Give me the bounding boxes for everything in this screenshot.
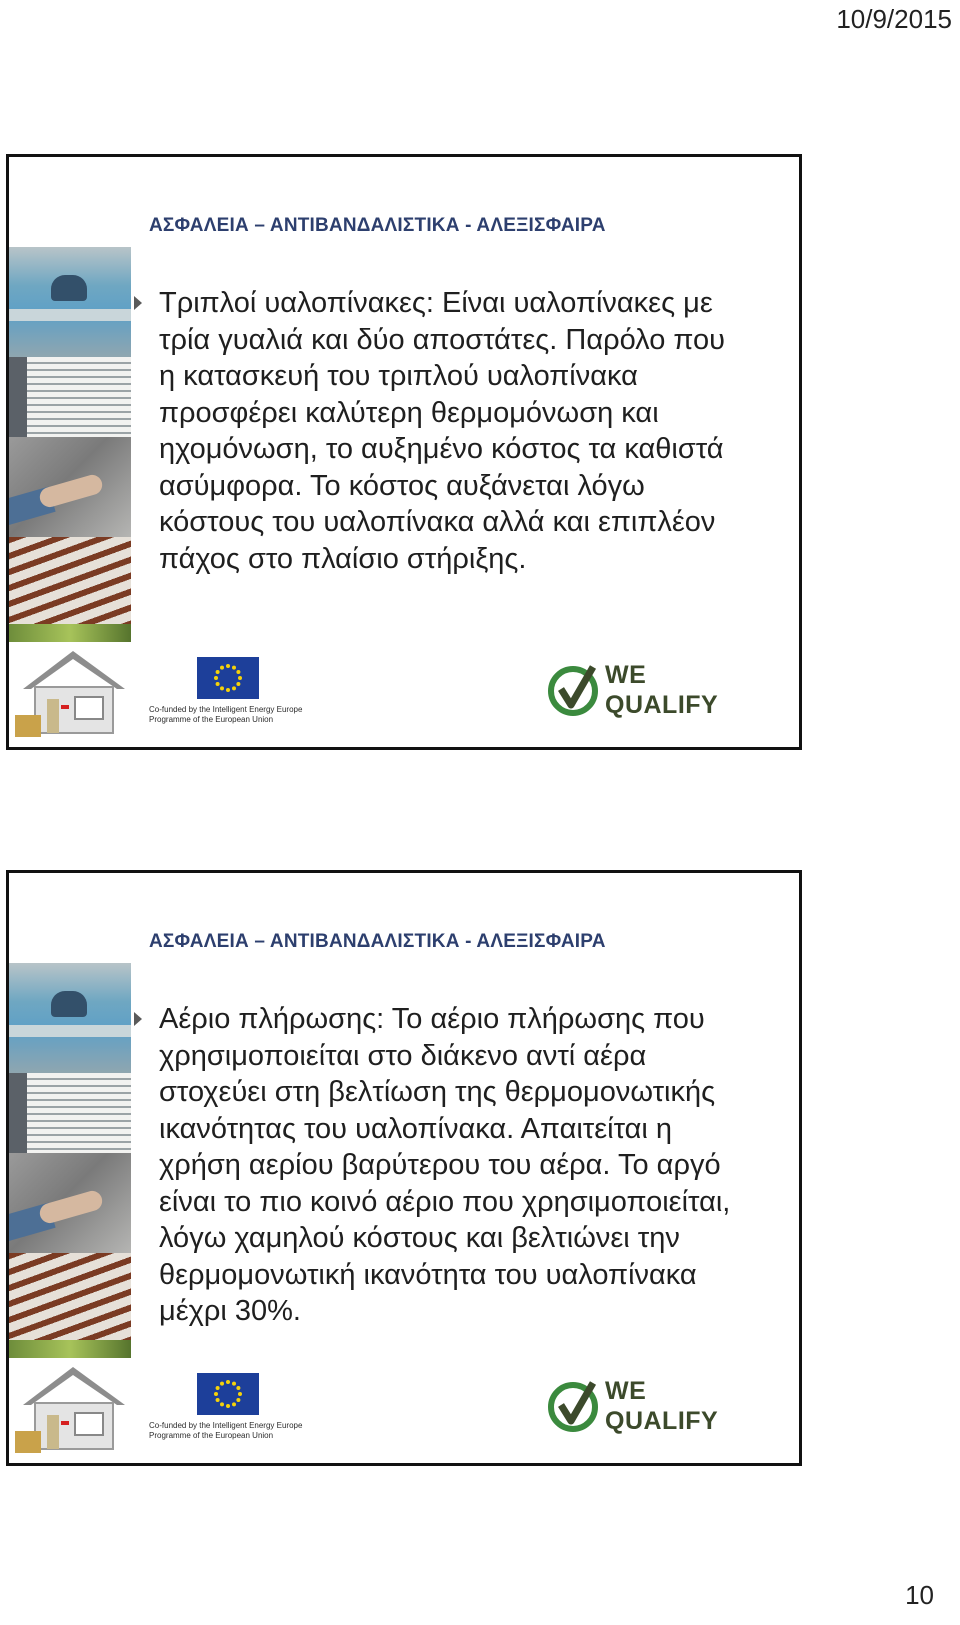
we-qualify-logo <box>547 655 717 727</box>
house-icon <box>13 643 131 739</box>
photo-strip <box>9 247 131 642</box>
slide-2 <box>6 870 802 1466</box>
logo-qualify-text: QUALIFY <box>605 691 719 719</box>
slide-title: ΑΣΦΑΛΕΙΑ – ΑΝΤΙΒΑΝΔΑΛΙΣΤΙΚΑ - ΑΛΕΞΙΣΦΑΙΡΑ <box>149 215 606 236</box>
plastering-photo <box>9 1153 131 1253</box>
eu-cofunded-block <box>149 1373 339 1453</box>
eu-flag-icon <box>197 657 259 699</box>
bullet-text <box>159 285 749 577</box>
pergola-photo <box>9 1253 131 1358</box>
slide-title: ΑΣΦΑΛΕΙΑ – ΑΝΤΙΒΑΝΔΑΛΙΣΤΙΚΑ - ΑΛΕΞΙΣΦΑΙΡΑ <box>149 931 606 952</box>
roof-worker-photo <box>9 247 131 357</box>
bullet-arrow-icon <box>134 1012 142 1026</box>
bullet-content: Αέριο πλήρωσης: Το αέριο πλήρωσης που χρησιμοποιείται στο διάκενο αντί αέρα στοχεύει στη βελτίωση της θερμομονωτικής ικανότητας του υαλοπίνακα. Απαιτείται η χρήση αερίου βαρύτερου του αέρα. Το αργό είναι το πιο κοινό αέριο που χρησιμοποιείται, λόγω χαμηλού κόστους και βελτιώνει την θερμομονωτική ικανότητα του υαλοπίνακα μέχρι 30%. <box>159 1003 731 1327</box>
pergola-photo <box>9 537 131 642</box>
logo-we-text: WE <box>605 1377 647 1405</box>
checkmark-logo-icon <box>547 1379 603 1435</box>
shutter-photo <box>9 1073 131 1153</box>
bullet-arrow-icon <box>134 296 142 310</box>
page-number: 10 <box>905 1580 934 1610</box>
bullet-text <box>159 1001 757 1330</box>
we-qualify-logo <box>547 1371 717 1443</box>
logo-qualify-text: QUALIFY <box>605 1407 719 1435</box>
page-date: 10/9/2015 <box>836 4 952 34</box>
shutter-photo <box>9 357 131 437</box>
eu-flag-icon <box>197 1373 259 1415</box>
plastering-photo <box>9 437 131 537</box>
slide-1 <box>6 154 802 750</box>
house-icon <box>13 1359 131 1455</box>
eu-caption: Co-funded by the Intelligent Energy Europe Programme of the European Union <box>149 705 303 724</box>
eu-caption: Co-funded by the Intelligent Energy Europe Programme of the European Union <box>149 1421 303 1440</box>
checkmark-logo-icon <box>547 663 603 719</box>
roof-worker-photo <box>9 963 131 1073</box>
photo-strip <box>9 963 131 1358</box>
logo-we-text: WE <box>605 661 647 689</box>
eu-cofunded-block <box>149 657 339 737</box>
bullet-content: Τριπλοί υαλοπίνακες: Είναι υαλοπίνακες με τρία γυαλιά και δύο αποστάτες. Παρόλο που η κατασκευή του τριπλού υαλοπίνακα προσφέρει καλύτερη θερμομόνωση και ηχομόνωση, το αυξημένο κόστος τα καθιστά ασύμφορα. Το κόστος αυξάνεται λόγω κόστους του υαλοπίνακα αλλά και επιπλέον πάχος στο πλαίσιο στήριξης. <box>159 287 725 575</box>
